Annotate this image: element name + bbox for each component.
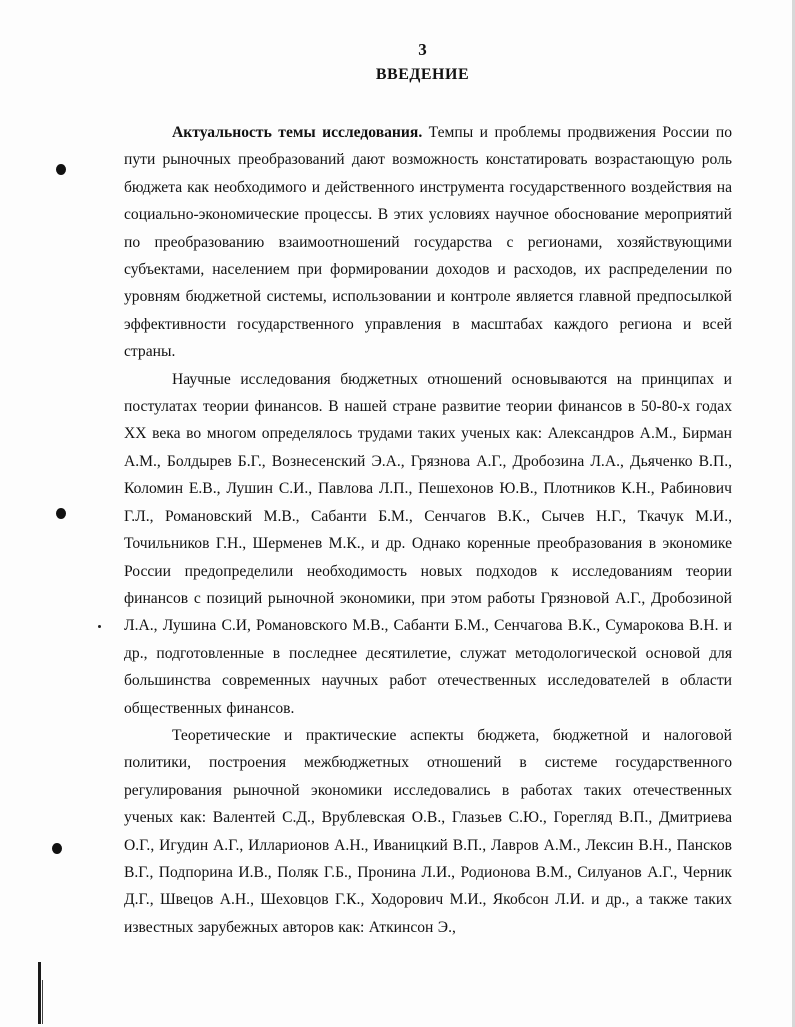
body-text bbox=[124, 119, 732, 941]
binding-hole-mark bbox=[56, 508, 66, 519]
paragraph-aspects bbox=[124, 722, 732, 941]
paragraph-lead: Актуальность темы исследования. bbox=[172, 124, 423, 141]
binding-hole-mark bbox=[52, 843, 62, 854]
scan-edge-mark bbox=[38, 962, 41, 1024]
page-number: 3 bbox=[418, 40, 427, 59]
paragraph-relevance bbox=[124, 119, 732, 366]
paragraph-research bbox=[124, 366, 732, 722]
binding-hole-mark bbox=[56, 164, 66, 175]
scan-edge-mark bbox=[42, 980, 43, 1024]
paragraph-text: Научные исследования бюджетных отношений основываются на принципах и постулатах теории финансов. В нашей стране развитие теории финансов в 50-80-х годах XX века во многом определялось трудами таких ученых как: Александров А.М., Бирман А.М., Болдырев Б.Г., Вознесенский Э.А., Грязнова А.Г., Дробозина Л.А., Дьяченко В.П., Коломин Е.В., Лушин С.И., Павлова Л.П., Пешехонов Ю.В., Плотников К.Н., Рабинович Г.Л., Романовский М.В., Сабанти Б.М., Сенчагов В.К., Сычев Н.Г., Ткачук М.И., Точильников Г.Н., Шерменев М.К., и др. Однако коренные преобразования в экономике России предопределили необходимость новых подходов к исследованиям теории финансов с позиций рыночной экономики, при этом работы Грязновой А.Г., Дробозиной Л.А., Лушина С.И, Романовского М.В., Сабанти Б.М., Сенчагова В.К., Сумарокова В.Н. и др., подготовленные в последнее десятилетие, служат методологической основой для большинства современных научных работ отечественных исследователей в области общественных финансов. bbox=[124, 370, 732, 717]
paragraph-text: Теоретические и практические аспекты бюджета, бюджетной и налоговой политики, построения межбюджетных отношений в системе государственного регулирования рыночной экономики исследовались в работах таких отечественных ученых как: Валентей С.Д., Врублевская О.В., Глазьев С.Ю., Горегляд В.П., Дмитриева О.Г., Игудин А.Г., Илларионов А.Н., Иваницкий В.П., Лавров А.М., Лексин В.Н., Пансков В.Г., Подпорина И.В., Поляк Г.Б., Пронина Л.И., Родионова В.М., Силуанов А.Г., Черник Д.Г., Швецов А.Н., Шеховцов Г.К., Ходорович М.И., Якобсон Л.И. и др., а также таких известных зарубежных авторов как: Аткинсон Э., bbox=[124, 726, 732, 936]
paragraph-text: Темпы и проблемы продвижения России по пути рыночных преобразований дают возможность констатировать возрастающую роль бюджета как необходимого и действенного инструмента государственного воздействия на социально-экономические процессы. В этих условиях научное обоснование мероприятий по преобразованию взаимоотношений государства с регионами, хозяйствующими субъектами, населением при формировании доходов и расходов, их распределении по уровням бюджетной системы, использовании и контроле является главной предпосылкой эффективности государственного управления в масштабах каждого региона и всей страны. bbox=[124, 124, 732, 361]
scan-speck bbox=[98, 625, 101, 628]
page-title: ВВЕДЕНИЕ bbox=[375, 66, 470, 83]
